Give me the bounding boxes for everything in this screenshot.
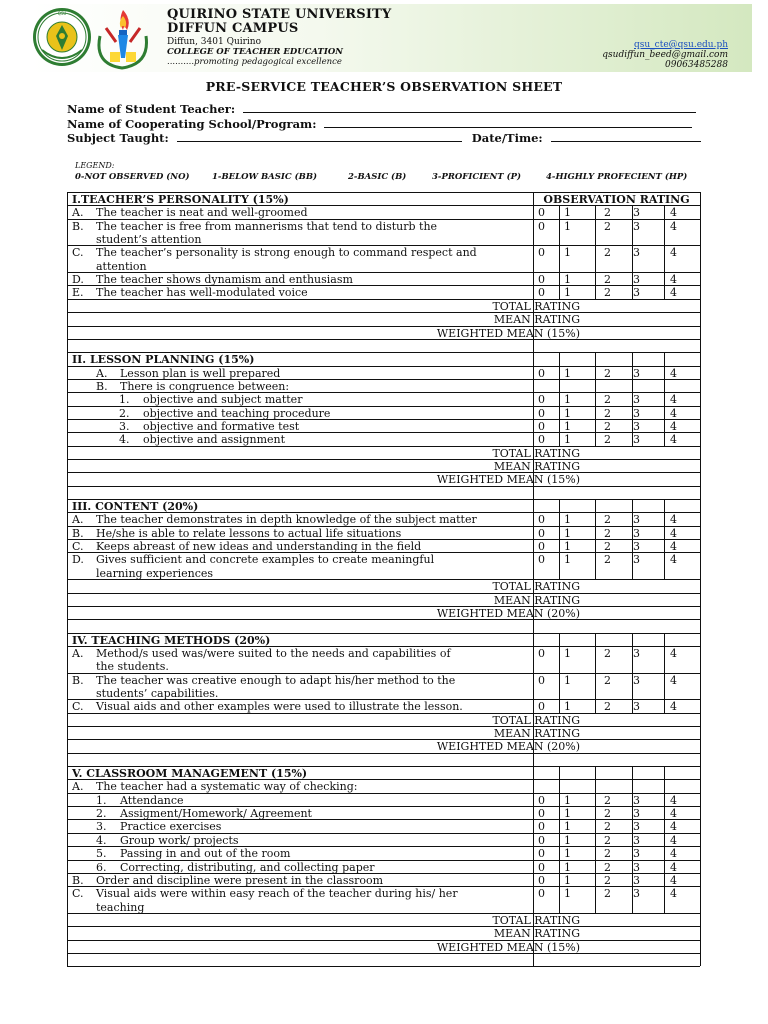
legend-item: 4-HIGHLY PROFECIENT (HP) xyxy=(546,172,688,182)
column-divider xyxy=(595,499,596,579)
summary-value-cell[interactable] xyxy=(534,594,699,606)
rating-option-0[interactable]: 0 xyxy=(538,647,545,660)
rating-option-4[interactable]: 4 xyxy=(670,807,677,820)
column-divider xyxy=(664,499,665,579)
item-text: Gives sufficient and concrete examples to create meaningful xyxy=(96,553,435,566)
rating-option-2[interactable]: 2 xyxy=(604,834,611,847)
university-name: QUIRINO STATE UNIVERSITY DIFFUN CAMPUS xyxy=(167,7,392,36)
rating-option-0[interactable]: 0 xyxy=(538,807,545,820)
rating-option-4[interactable]: 4 xyxy=(670,286,677,299)
column-divider xyxy=(559,633,560,713)
legend-item: 1-BELOW BASIC (BB) xyxy=(212,172,318,182)
item-text: The teacher demonstrates in depth knowledge of the subject matter xyxy=(96,513,477,526)
svg-text:QSU: QSU xyxy=(57,11,67,16)
item-marker: A. xyxy=(96,367,108,380)
rating-option-2[interactable]: 2 xyxy=(604,553,611,566)
rating-option-0[interactable]: 0 xyxy=(538,220,545,233)
item-marker: 5. xyxy=(96,847,107,860)
rating-option-4[interactable]: 4 xyxy=(670,700,677,713)
summary-value-cell[interactable] xyxy=(534,327,699,339)
summary-label: TOTAL RATING xyxy=(492,447,580,460)
item-marker: C. xyxy=(72,246,84,259)
summary-label: WEIGHTED MEAN (20%) xyxy=(436,740,580,753)
rating-option-3[interactable]: 3 xyxy=(633,206,640,219)
column-divider xyxy=(595,205,596,299)
item-text: The teacher had a systematic way of checking: xyxy=(96,780,358,793)
item-text: Group work/ projects xyxy=(120,834,239,847)
rating-option-4[interactable]: 4 xyxy=(670,273,677,286)
summary-label: WEIGHTED MEAN (15%) xyxy=(436,473,580,486)
summary-label: WEIGHTED MEAN (20%) xyxy=(436,607,580,620)
datetime-label: Date/Time: xyxy=(471,131,543,145)
rating-option-2[interactable]: 2 xyxy=(604,393,611,406)
item-text: Method/s used was/were suited to the needs and capabilities of xyxy=(96,647,451,660)
item-text-continued: the students. xyxy=(96,660,169,673)
column-divider xyxy=(533,192,534,352)
rating-option-4[interactable]: 4 xyxy=(670,367,677,380)
item-marker: E. xyxy=(72,286,84,299)
rating-option-1[interactable]: 1 xyxy=(564,420,571,433)
rating-option-2[interactable]: 2 xyxy=(604,647,611,660)
section-title: III. CONTENT (20%) xyxy=(72,500,199,513)
summary-value-cell[interactable] xyxy=(534,460,699,472)
rating-option-4[interactable]: 4 xyxy=(670,874,677,887)
item-text-continued: teaching xyxy=(96,901,145,914)
section-title: I.TEACHER’S PERSONALITY (15%) xyxy=(72,193,289,206)
rating-option-2[interactable]: 2 xyxy=(604,847,611,860)
item-marker: A. xyxy=(72,647,84,660)
summary-value-cell[interactable] xyxy=(534,941,699,953)
legend-item: 0-NOT OBSERVED (NO) xyxy=(75,172,190,182)
rating-option-2[interactable]: 2 xyxy=(604,367,611,380)
item-marker: B. xyxy=(72,220,84,233)
item-marker: B. xyxy=(72,674,84,687)
column-divider xyxy=(664,633,665,713)
rating-option-2[interactable]: 2 xyxy=(604,286,611,299)
rating-option-2[interactable]: 2 xyxy=(604,433,611,446)
rating-option-4[interactable]: 4 xyxy=(670,794,677,807)
rating-option-2[interactable]: 2 xyxy=(604,220,611,233)
rating-option-1[interactable]: 1 xyxy=(564,246,571,259)
item-marker: A. xyxy=(72,513,84,526)
item-marker: C. xyxy=(72,700,84,713)
item-text: The teacher is neat and well-groomed xyxy=(96,206,308,219)
email-secondary: qsudiffun_beed@gmail.com xyxy=(602,50,728,60)
rating-option-2[interactable]: 2 xyxy=(604,513,611,526)
rating-option-4[interactable]: 4 xyxy=(670,513,677,526)
rating-option-3[interactable]: 3 xyxy=(633,794,640,807)
college-torch-logo xyxy=(94,6,152,70)
rating-option-1[interactable]: 1 xyxy=(564,527,571,540)
rating-option-4[interactable]: 4 xyxy=(670,861,677,874)
rating-option-4[interactable]: 4 xyxy=(670,220,677,233)
rating-option-2[interactable]: 2 xyxy=(604,540,611,553)
rating-option-0[interactable]: 0 xyxy=(538,700,545,713)
item-marker: 4. xyxy=(96,834,107,847)
summary-value-cell[interactable] xyxy=(534,927,699,939)
item-marker: B. xyxy=(72,874,84,887)
item-text: Attendance xyxy=(120,794,184,807)
item-marker: 6. xyxy=(96,861,107,874)
row-divider xyxy=(67,633,700,634)
rating-option-1[interactable]: 1 xyxy=(564,540,571,553)
rating-option-2[interactable]: 2 xyxy=(604,674,611,687)
rating-option-3[interactable]: 3 xyxy=(633,807,640,820)
section-title: IV. TEACHING METHODS (20%) xyxy=(72,634,271,647)
rating-option-4[interactable]: 4 xyxy=(670,847,677,860)
rating-option-4[interactable]: 4 xyxy=(670,553,677,566)
rating-option-1[interactable]: 1 xyxy=(564,834,571,847)
rating-option-0[interactable]: 0 xyxy=(538,433,545,446)
rating-option-0[interactable]: 0 xyxy=(538,794,545,807)
rating-option-2[interactable]: 2 xyxy=(604,874,611,887)
item-text: The teacher shows dynamism and enthusiasm xyxy=(96,273,353,286)
summary-label: WEIGHTED MEAN (15%) xyxy=(436,941,580,954)
column-divider xyxy=(632,352,633,446)
row-divider xyxy=(67,499,700,500)
rating-option-3[interactable]: 3 xyxy=(633,220,640,233)
item-text-continued: student’s attention xyxy=(96,233,202,246)
row-divider xyxy=(67,753,700,754)
item-text: objective and teaching procedure xyxy=(143,407,331,420)
item-marker: D. xyxy=(72,553,84,566)
item-text: Lesson plan is well prepared xyxy=(120,367,281,380)
rating-option-1[interactable]: 1 xyxy=(564,273,571,286)
row-divider xyxy=(67,352,700,353)
rating-option-3[interactable]: 3 xyxy=(633,540,640,553)
contact-info xyxy=(602,40,728,70)
rating-option-3[interactable]: 3 xyxy=(633,887,640,900)
campus-address: Diffun, 3401 Quirino xyxy=(167,37,262,47)
rating-option-3[interactable]: 3 xyxy=(633,393,640,406)
item-text-continued: learning experiences xyxy=(96,567,214,580)
summary-value-cell[interactable] xyxy=(534,740,699,752)
item-marker: 2. xyxy=(96,807,107,820)
datetime-input[interactable] xyxy=(551,131,701,142)
rating-option-2[interactable]: 2 xyxy=(604,206,611,219)
rating-option-0[interactable]: 0 xyxy=(538,887,545,900)
rating-option-0[interactable]: 0 xyxy=(538,834,545,847)
summary-value-cell[interactable] xyxy=(534,580,699,592)
rating-option-1[interactable]: 1 xyxy=(564,807,571,820)
rating-option-1[interactable]: 1 xyxy=(564,847,571,860)
rating-option-2[interactable]: 2 xyxy=(604,246,611,259)
summary-label: MEAN RATING xyxy=(493,313,580,326)
rating-option-4[interactable]: 4 xyxy=(670,540,677,553)
column-divider xyxy=(632,499,633,579)
column-divider xyxy=(559,766,560,913)
rating-option-4[interactable]: 4 xyxy=(670,393,677,406)
rating-option-1[interactable]: 1 xyxy=(564,820,571,833)
summary-value-cell[interactable] xyxy=(534,607,699,619)
item-text-continued: attention xyxy=(96,260,147,273)
item-marker: 3. xyxy=(96,820,107,833)
item-text: objective and assignment xyxy=(143,433,286,446)
rating-option-2[interactable]: 2 xyxy=(604,420,611,433)
summary-value-cell[interactable] xyxy=(534,914,699,926)
rating-option-4[interactable]: 4 xyxy=(670,206,677,219)
rating-option-4[interactable]: 4 xyxy=(670,407,677,420)
legend-item: 2-BASIC (B) xyxy=(348,172,407,182)
rating-option-1[interactable]: 1 xyxy=(564,433,571,446)
rating-option-4[interactable]: 4 xyxy=(670,674,677,687)
rating-option-1[interactable]: 1 xyxy=(564,647,571,660)
item-text: The teacher is free from mannerisms that tend to disturb the xyxy=(96,220,438,233)
row-divider xyxy=(67,766,700,767)
item-text: The teacher’s personality is strong enough to command respect and xyxy=(96,246,477,259)
rating-option-2[interactable]: 2 xyxy=(604,820,611,833)
rating-option-0[interactable]: 0 xyxy=(538,246,545,259)
column-divider xyxy=(595,352,596,446)
rating-option-1[interactable]: 1 xyxy=(564,286,571,299)
item-text: Passing in and out of the room xyxy=(120,847,291,860)
rating-option-2[interactable]: 2 xyxy=(604,407,611,420)
page-title: PRE-SERVICE TEACHER’S OBSERVATION SHEET xyxy=(205,79,563,94)
column-divider xyxy=(632,633,633,713)
rating-option-3[interactable]: 3 xyxy=(633,407,640,420)
summary-value-cell[interactable] xyxy=(534,473,699,485)
rating-option-0[interactable]: 0 xyxy=(538,553,545,566)
rating-option-0[interactable]: 0 xyxy=(538,393,545,406)
school-input[interactable] xyxy=(324,117,692,128)
rating-option-4[interactable]: 4 xyxy=(670,246,677,259)
column-divider xyxy=(700,192,701,966)
rating-option-3[interactable]: 3 xyxy=(633,874,640,887)
rating-option-1[interactable]: 1 xyxy=(564,407,571,420)
summary-label: MEAN RATING xyxy=(493,727,580,740)
column-divider xyxy=(533,766,534,966)
column-divider xyxy=(664,766,665,913)
rating-option-1[interactable]: 1 xyxy=(564,206,571,219)
row-divider xyxy=(67,966,700,967)
rating-option-0[interactable]: 0 xyxy=(538,273,545,286)
student-teacher-label: Name of Student Teacher: xyxy=(67,102,236,116)
rating-option-4[interactable]: 4 xyxy=(670,420,677,433)
item-marker: 2. xyxy=(119,407,130,420)
rating-option-4[interactable]: 4 xyxy=(670,433,677,446)
summary-label: TOTAL RATING xyxy=(492,714,580,727)
row-divider xyxy=(67,953,700,954)
rating-option-0[interactable]: 0 xyxy=(538,286,545,299)
item-marker: 1. xyxy=(119,393,130,406)
rating-option-3[interactable]: 3 xyxy=(633,553,640,566)
rating-option-2[interactable]: 2 xyxy=(604,861,611,874)
item-text: Correcting, distributing, and collecting paper xyxy=(120,861,375,874)
column-divider xyxy=(533,499,534,633)
item-marker: B. xyxy=(96,380,108,393)
rating-option-1[interactable]: 1 xyxy=(564,874,571,887)
item-text: Keeps abreast of new ideas and understanding in the field xyxy=(96,540,422,553)
rating-option-0[interactable]: 0 xyxy=(538,527,545,540)
item-text: objective and subject matter xyxy=(143,393,303,406)
college-name: COLLEGE OF TEACHER EDUCATION xyxy=(167,47,344,57)
rating-option-2[interactable]: 2 xyxy=(604,887,611,900)
column-divider xyxy=(595,766,596,913)
rating-option-3[interactable]: 3 xyxy=(633,527,640,540)
student-teacher-field xyxy=(67,102,696,116)
item-text: The teacher was creative enough to adapt his/her method to the xyxy=(96,674,456,687)
letterhead xyxy=(30,4,752,72)
rating-option-4[interactable]: 4 xyxy=(670,820,677,833)
summary-label: MEAN RATING xyxy=(493,460,580,473)
item-text: objective and formative test xyxy=(143,420,300,433)
rating-option-4[interactable]: 4 xyxy=(670,834,677,847)
rating-option-0[interactable]: 0 xyxy=(538,367,545,380)
rating-option-0[interactable]: 0 xyxy=(538,861,545,874)
column-divider xyxy=(595,633,596,713)
legend-item: 3-PROFICIENT (P) xyxy=(432,172,522,182)
item-text: There is congruence between: xyxy=(120,380,290,393)
summary-value-cell[interactable] xyxy=(534,300,699,312)
rating-option-3[interactable]: 3 xyxy=(633,861,640,874)
column-divider xyxy=(664,352,665,446)
row-divider xyxy=(67,619,700,620)
rating-option-1[interactable]: 1 xyxy=(564,674,571,687)
college-motto: ..........promoting pedagogical excellence xyxy=(167,57,342,67)
item-marker: C. xyxy=(72,540,84,553)
rating-option-3[interactable]: 3 xyxy=(633,246,640,259)
observation-rating-header: OBSERVATION RATING xyxy=(543,193,690,206)
rating-option-3[interactable]: 3 xyxy=(633,674,640,687)
rating-option-0[interactable]: 0 xyxy=(538,674,545,687)
rating-option-3[interactable]: 3 xyxy=(633,367,640,380)
rating-option-0[interactable]: 0 xyxy=(538,206,545,219)
rating-option-4[interactable]: 4 xyxy=(670,527,677,540)
rating-option-0[interactable]: 0 xyxy=(538,847,545,860)
rating-option-2[interactable]: 2 xyxy=(604,527,611,540)
rating-option-4[interactable]: 4 xyxy=(670,887,677,900)
rating-option-0[interactable]: 0 xyxy=(538,407,545,420)
subject-input[interactable] xyxy=(177,131,462,142)
rating-option-3[interactable]: 3 xyxy=(633,433,640,446)
summary-label: WEIGHTED MEAN (15%) xyxy=(436,327,580,340)
rating-option-2[interactable]: 2 xyxy=(604,700,611,713)
section-title: V. CLASSROOM MANAGEMENT (15%) xyxy=(72,767,308,780)
item-marker: A. xyxy=(72,780,84,793)
summary-label: TOTAL RATING xyxy=(492,914,580,927)
rating-option-0[interactable]: 0 xyxy=(538,820,545,833)
item-marker: D. xyxy=(72,273,84,286)
rating-option-1[interactable]: 1 xyxy=(564,887,571,900)
item-text: The teacher has well-modulated voice xyxy=(96,286,308,299)
rating-option-3[interactable]: 3 xyxy=(633,286,640,299)
school-field xyxy=(67,117,692,131)
item-text: Order and discipline were present in the classroom xyxy=(96,874,384,887)
rating-option-1[interactable]: 1 xyxy=(564,700,571,713)
rating-option-2[interactable]: 2 xyxy=(604,273,611,286)
rating-option-0[interactable]: 0 xyxy=(538,513,545,526)
item-marker: B. xyxy=(72,527,84,540)
legend-label: LEGEND: xyxy=(75,161,115,170)
rating-option-1[interactable]: 1 xyxy=(564,220,571,233)
item-marker: C. xyxy=(72,887,84,900)
item-marker: 1. xyxy=(96,794,107,807)
rating-option-0[interactable]: 0 xyxy=(538,540,545,553)
summary-value-cell[interactable] xyxy=(534,727,699,739)
observation-table xyxy=(67,192,700,969)
column-divider xyxy=(632,766,633,913)
summary-label: MEAN RATING xyxy=(493,594,580,607)
rating-option-1[interactable]: 1 xyxy=(564,861,571,874)
column-divider xyxy=(632,205,633,299)
rating-option-0[interactable]: 0 xyxy=(538,874,545,887)
university-seal-logo xyxy=(32,6,92,68)
column-divider xyxy=(533,633,534,766)
rating-option-1[interactable]: 1 xyxy=(564,553,571,566)
item-text-continued: students’ capabilities. xyxy=(96,687,219,700)
item-marker: A. xyxy=(72,206,84,219)
rating-option-1[interactable]: 1 xyxy=(564,513,571,526)
item-text: Visual aids were within easy reach of the teacher during his/ her xyxy=(96,887,458,900)
row-divider xyxy=(67,486,700,487)
item-marker: 3. xyxy=(119,420,130,433)
rating-option-3[interactable]: 3 xyxy=(633,513,640,526)
column-divider xyxy=(559,352,560,446)
column-divider xyxy=(664,205,665,299)
rating-option-1[interactable]: 1 xyxy=(564,393,571,406)
item-marker: 4. xyxy=(119,433,130,446)
summary-value-cell[interactable] xyxy=(534,313,699,325)
item-text: He/she is able to relate lessons to actual life situations xyxy=(96,527,402,540)
rating-option-3[interactable]: 3 xyxy=(633,420,640,433)
rating-option-1[interactable]: 1 xyxy=(564,367,571,380)
rating-option-3[interactable]: 3 xyxy=(633,820,640,833)
column-divider xyxy=(559,205,560,299)
section-title: II. LESSON PLANNING (15%) xyxy=(72,353,255,366)
subject-label: Subject Taught: xyxy=(67,131,169,145)
rating-option-3[interactable]: 3 xyxy=(633,834,640,847)
subject-field xyxy=(67,131,701,145)
summary-value-cell[interactable] xyxy=(534,714,699,726)
student-teacher-input[interactable] xyxy=(243,102,696,113)
summary-label: MEAN RATING xyxy=(493,927,580,940)
rating-option-1[interactable]: 1 xyxy=(564,794,571,807)
item-text: Assigment/Homework/ Agreement xyxy=(120,807,312,820)
column-divider xyxy=(559,499,560,579)
email-link[interactable]: qsu_cte@qsu.edu.ph xyxy=(634,40,728,50)
rating-option-3[interactable]: 3 xyxy=(633,647,640,660)
row-divider xyxy=(67,339,700,340)
item-text: Visual aids and other examples were used to illustrate the lesson. xyxy=(96,700,463,713)
item-text: Practice exercises xyxy=(120,820,222,833)
rating-option-3[interactable]: 3 xyxy=(633,847,640,860)
rating-option-4[interactable]: 4 xyxy=(670,647,677,660)
school-label: Name of Cooperating School/Program: xyxy=(67,117,317,131)
summary-label: TOTAL RATING xyxy=(492,300,580,313)
column-divider xyxy=(533,352,534,499)
rating-option-2[interactable]: 2 xyxy=(604,794,611,807)
rating-option-2[interactable]: 2 xyxy=(604,807,611,820)
summary-label: TOTAL RATING xyxy=(492,580,580,593)
summary-value-cell[interactable] xyxy=(534,447,699,459)
rating-option-0[interactable]: 0 xyxy=(538,420,545,433)
rating-option-3[interactable]: 3 xyxy=(633,273,640,286)
phone-number: 09063485288 xyxy=(665,60,728,70)
rating-option-3[interactable]: 3 xyxy=(633,700,640,713)
